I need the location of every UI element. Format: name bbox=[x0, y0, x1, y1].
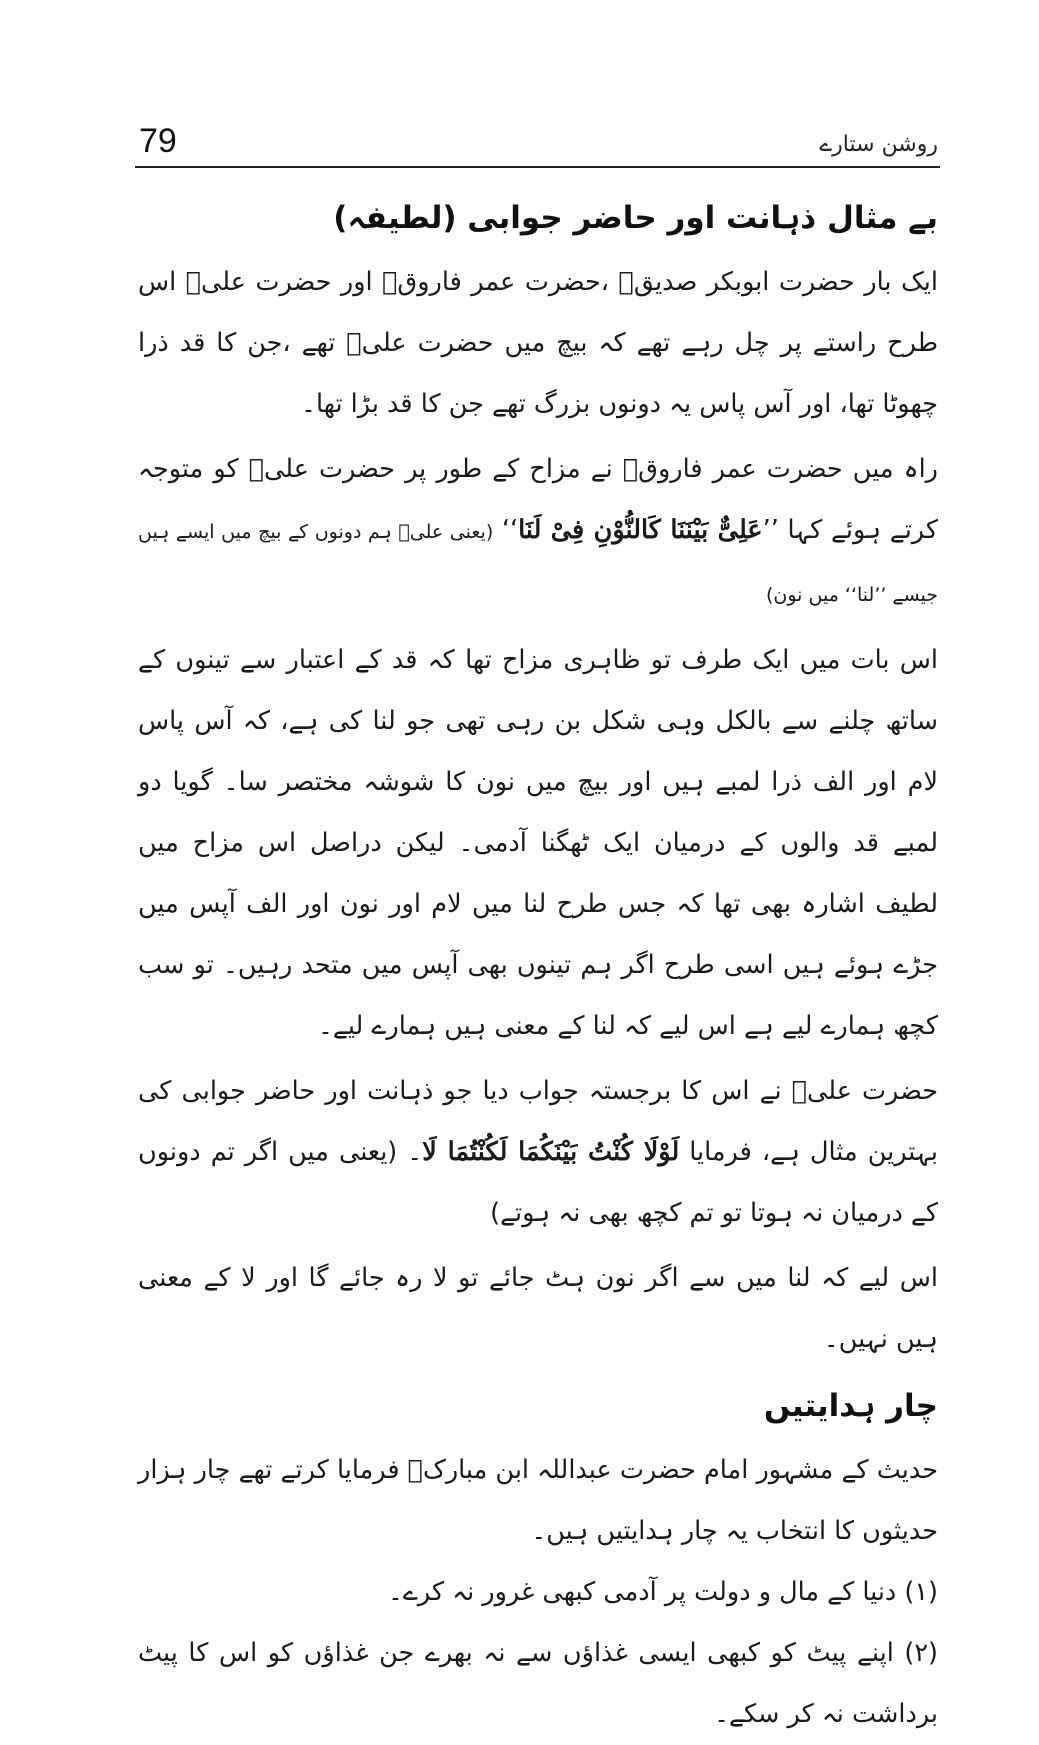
section-heading-wit: بے مثال ذہانت اور حاضر جوابی (لطیفہ) bbox=[333, 200, 938, 236]
list-item-guidance-2: (۲) اپنے پیٹ کو کبھی ایسی غذاؤں سے نہ بھرے جن غذاؤں کو اس کا پیٹ برداشت نہ کر سکے۔ bbox=[138, 1638, 938, 1729]
paragraph-hadith-intro: حدیث کے مشہور امام حضرت عبداللہ ابن مبارکؒ فرمایا کرتے تھے چار ہزار حدیثوں کا انتخاب یہ چار ہدایتیں ہیں۔ bbox=[138, 1455, 938, 1546]
paragraph-umar-lead: راہ میں حضرت عمر فاروقؓ نے مزاح کے طور پر حضرت علیؓ کو متوجہ کرتے ہوئے کہا ’’ bbox=[138, 454, 939, 545]
running-head: روشن ستارے bbox=[819, 132, 938, 157]
header-divider bbox=[135, 166, 940, 168]
paragraph-ali-lead: حضرت علیؓ نے اس کا برجستہ جواب دیا جو ذہانت اور حاضر جوابی کی بہترین مثال ہے، فرمایا bbox=[138, 1076, 939, 1167]
page-content bbox=[138, 190, 938, 1745]
translation-note-ali: ۔ (یعنی میں اگر تم دونوں کے درمیان نہ ہوتا تو تم کچھ بھی نہ ہوتے) bbox=[138, 1137, 938, 1228]
paragraph-story: ایک بار حضرت ابوبکر صدیقؓ ،حضرت عمر فاروقؓ اور حضرت علیؓ اس طرح راستے پر چل رہے تھے کہ بیچ میں حضرت علیؓ تھے ،جن کا قد ذرا چھوٹا تھا، اور آس پاس یہ دونوں بزرگ تھے جن کا قد بڑا تھا۔ bbox=[138, 267, 938, 419]
paragraph-umar-joke bbox=[138, 439, 938, 626]
translation-note-umar: (یعنی علیؓ ہم دونوں کے بیچ میں ایسے ہیں جیسے ’’لنا‘‘ میں نون) bbox=[138, 521, 938, 606]
page-number: 79 bbox=[139, 122, 177, 160]
paragraph-conclusion: اس لیے کہ لنا میں سے اگر نون ہٹ جائے تو لا رہ جائے گا اور لا کے معنی ہیں نہیں۔ bbox=[138, 1263, 938, 1354]
paragraph-ali-reply bbox=[138, 1061, 938, 1244]
arabic-quote-ali: لَوْلَا کُنْتُ بَیْنَکُمَا لَکُنْتُمَا لَا bbox=[422, 1137, 680, 1167]
quote-close: ‘‘ bbox=[501, 515, 519, 545]
arabic-quote-umar: عَلِیٌّ بَیْنَنَا کَالنُّوْنِ فِیْ لَنَا bbox=[518, 515, 763, 545]
section-heading-four-guidances: چار ہدایتیں bbox=[763, 1388, 938, 1424]
paragraph-explanation: اس بات میں ایک طرف تو ظاہری مزاح تھا کہ قد کے اعتبار سے تینوں کے ساتھ چلنے سے بالکل وہی شکل بن رہی تھی جو لنا کی ہے، کہ آس پاس لام اور الف ذرا لمبے ہیں اور بیچ میں نون کا شوشہ مختصر سا۔ گویا دو لمبے قد والوں کے درمیان ایک ٹھگنا آدمی۔ لیکن دراصل اس مزاح میں لطیف اشارہ بھی تھا کہ جس طرح لنا میں لام اور نون اور الف آپس میں جڑے ہوئے ہیں اسی طرح اگر ہم تینوں بھی آپس میں متحد رہیں۔ تو سب کچھ ہمارے لیے ہے اس لیے کہ لنا کے معنی ہیں ہمارے لیے۔ bbox=[138, 645, 938, 1041]
spacer bbox=[138, 1370, 938, 1378]
list-item-guidance-1: (۱) دنیا کے مال و دولت پر آدمی کبھی غرور نہ کرے۔ bbox=[387, 1577, 938, 1607]
page-header bbox=[135, 118, 938, 168]
